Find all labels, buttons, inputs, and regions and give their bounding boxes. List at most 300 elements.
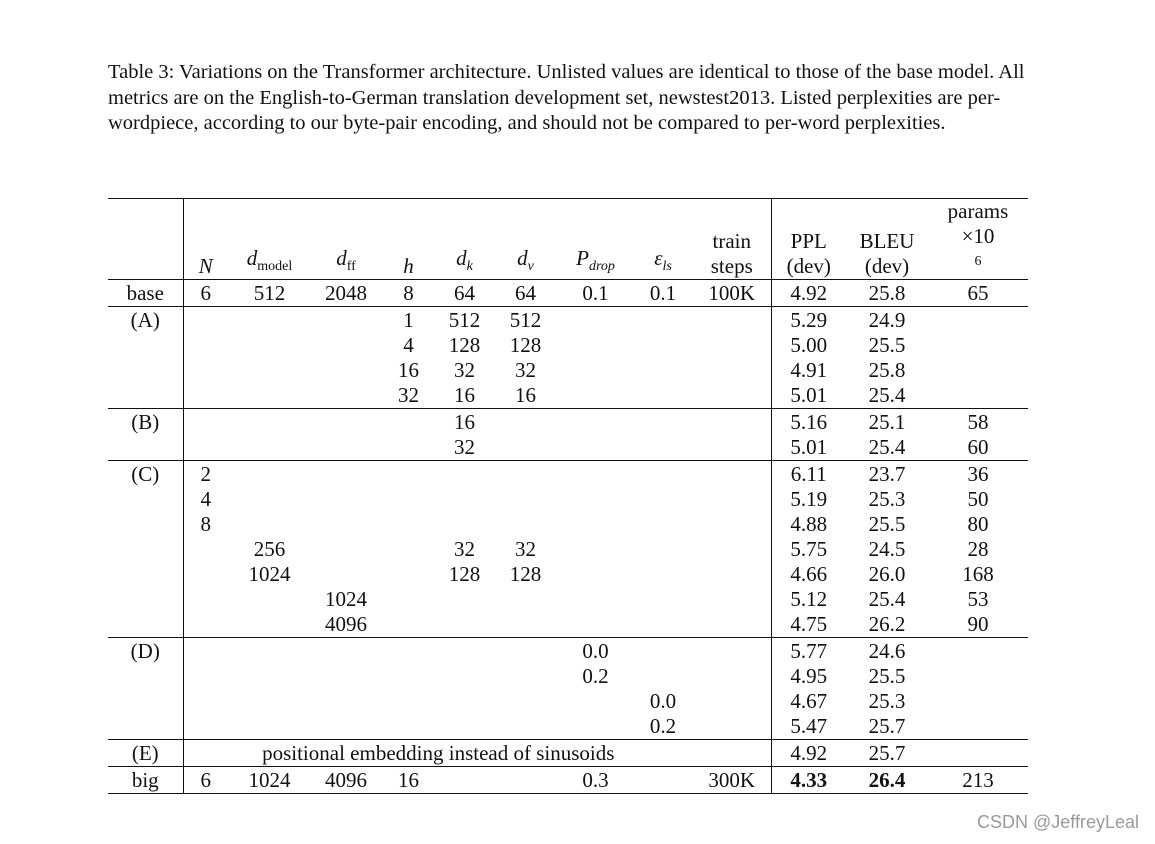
table-cell	[228, 409, 311, 461]
cell-value	[228, 333, 311, 358]
table-cell	[928, 409, 1028, 461]
row-e-bleu: 25.7	[846, 740, 928, 767]
table-cell	[381, 409, 436, 461]
table-cell	[381, 461, 436, 638]
cell-value: 4	[200, 487, 211, 511]
cell-value: 24.9	[868, 308, 906, 332]
table-cell	[928, 461, 1028, 638]
table-cell	[381, 307, 436, 409]
cell-value	[311, 308, 381, 333]
cell-value	[184, 333, 229, 358]
cell-value: 25.1	[868, 410, 906, 434]
cell-value	[558, 333, 633, 358]
cell-value	[184, 562, 229, 587]
cell-value	[693, 587, 771, 612]
cell-value	[184, 383, 229, 408]
cell-value: 4.91	[790, 358, 828, 382]
table-cell	[436, 461, 493, 638]
cell-value	[693, 358, 771, 383]
cell-value: 16	[398, 358, 419, 382]
cell-value	[693, 487, 771, 512]
header-ppl: PPL (dev)	[771, 199, 846, 280]
cell-value	[493, 689, 558, 714]
row-e	[108, 740, 1028, 767]
row-e-spacer	[693, 740, 771, 767]
cell-value	[228, 587, 311, 612]
cell-value: 0.1	[649, 281, 677, 305]
cell-value	[558, 562, 633, 587]
table-cell: 0.3	[558, 767, 633, 794]
table-cell	[693, 307, 771, 409]
table-cell	[381, 638, 436, 740]
cell-value	[693, 383, 771, 408]
cell-value: 32	[398, 383, 419, 407]
table-cell	[693, 461, 771, 638]
cell-value: 25.3	[868, 689, 906, 713]
table-cell	[493, 767, 558, 794]
cell-value: 32	[454, 435, 475, 459]
cell-value	[633, 308, 693, 333]
cell-value	[228, 664, 311, 689]
header-dk: $d_k$	[436, 199, 493, 280]
cell-value	[928, 714, 1028, 739]
cell-value	[311, 689, 381, 714]
row-e-ppl: 4.92	[771, 740, 846, 767]
table-cell	[771, 461, 846, 638]
header-bleu: BLEU (dev)	[846, 199, 928, 280]
cell-value	[493, 664, 558, 689]
cell-value	[633, 410, 693, 435]
table-cell	[436, 307, 493, 409]
group-row	[108, 638, 1028, 740]
cell-value	[381, 612, 436, 637]
cell-value	[633, 612, 693, 637]
table-cell	[558, 307, 633, 409]
table-cell	[846, 461, 928, 638]
table-cell	[558, 409, 633, 461]
cell-value	[928, 333, 1028, 358]
table-cell	[228, 280, 311, 307]
table-cell	[558, 280, 633, 307]
cell-value	[558, 487, 633, 512]
cell-value: 4	[403, 333, 414, 357]
table-cell	[183, 307, 228, 409]
cell-value	[311, 435, 381, 460]
cell-value	[558, 537, 633, 562]
watermark: CSDN @JeffreyLeal	[977, 812, 1139, 832]
table-caption: Table 3: Variations on the Transformer architecture. Unlisted values are identical to those of the base model. All metrics are on the English-to-German translation development set, newstest2013. Listed perplexities are per-wordpiece, according to our byte-pair encoding, and should not be compared to per-word perplexities.	[108, 61, 1025, 134]
row-e-description: positional embedding instead of sinusoids	[183, 740, 693, 767]
cell-value	[311, 487, 381, 512]
table-cell	[846, 280, 928, 307]
group-row	[108, 280, 1028, 307]
cell-value	[436, 487, 493, 512]
cell-value: 23.7	[868, 462, 906, 486]
table-cell	[493, 280, 558, 307]
cell-value: 1	[403, 308, 414, 332]
cell-value	[228, 435, 311, 460]
cell-value: 2048	[325, 281, 367, 305]
cell-value: 26.2	[868, 612, 906, 636]
table-cell: 4.33	[771, 767, 846, 794]
cell-value	[311, 664, 381, 689]
cell-value: 60	[967, 435, 989, 459]
cell-value: 168	[962, 562, 994, 586]
table-cell	[633, 409, 693, 461]
cell-value: 25.7	[868, 714, 906, 738]
cell-value	[436, 462, 493, 487]
cell-value	[558, 462, 633, 487]
table-cell	[311, 461, 381, 638]
cell-value	[228, 358, 311, 383]
cell-value	[381, 562, 436, 587]
cell-value	[228, 308, 311, 333]
cell-value	[693, 612, 771, 637]
cell-value	[693, 689, 771, 714]
cell-value	[311, 714, 381, 739]
table-cell	[928, 280, 1028, 307]
group-row	[108, 461, 1028, 638]
row-label: (D)	[108, 638, 183, 740]
table-cell	[846, 307, 928, 409]
cell-value: 4.75	[790, 612, 828, 636]
cell-value	[693, 308, 771, 333]
row-label: (A)	[108, 307, 183, 409]
cell-value: 8	[200, 512, 211, 536]
cell-value: 0.1	[582, 281, 609, 305]
cell-value	[693, 512, 771, 537]
cell-value	[228, 512, 311, 537]
table-cell	[311, 638, 381, 740]
cell-value: 6	[200, 281, 211, 305]
cell-value	[558, 512, 633, 537]
row-label: big	[108, 767, 183, 794]
table-cell	[771, 280, 846, 307]
table-cell	[436, 767, 493, 794]
cell-value: 4.92	[790, 281, 828, 305]
table-cell	[493, 638, 558, 740]
cell-value	[311, 462, 381, 487]
cell-value	[228, 689, 311, 714]
cell-value	[311, 358, 381, 383]
cell-value	[381, 512, 436, 537]
header-pdrop: $P_{drop}$	[558, 199, 633, 280]
table-cell: 16	[381, 767, 436, 794]
cell-value	[693, 435, 771, 460]
row-label: (C)	[108, 461, 183, 638]
row-label: (E)	[108, 740, 183, 767]
table-cell: 1024	[228, 767, 311, 794]
cell-value: 16	[454, 410, 475, 434]
cell-value: 128	[448, 562, 481, 586]
cell-value: 100K	[708, 281, 756, 305]
cell-value	[184, 537, 229, 562]
cell-value: 26.0	[868, 562, 906, 586]
cell-value: 16	[515, 383, 536, 407]
cell-value	[311, 383, 381, 408]
table-cell	[558, 638, 633, 740]
cell-value	[381, 537, 436, 562]
table-cell: 4096	[311, 767, 381, 794]
cell-value	[633, 587, 693, 612]
cell-value	[493, 639, 558, 664]
cell-value	[633, 562, 693, 587]
table-cell	[633, 280, 693, 307]
cell-value: 6.11	[790, 462, 827, 486]
cell-value	[381, 689, 436, 714]
cell-value	[184, 689, 229, 714]
table-cell	[633, 307, 693, 409]
cell-value	[693, 664, 771, 689]
cell-value	[311, 512, 381, 537]
cell-value: 5.47	[790, 714, 828, 738]
cell-value	[928, 358, 1028, 383]
row-label: base	[108, 280, 183, 307]
cell-value: 2	[200, 462, 211, 486]
cell-value: 512	[253, 281, 286, 305]
cell-value: 0.2	[649, 714, 677, 738]
table-cell	[846, 409, 928, 461]
table-cell	[228, 461, 311, 638]
table-cell	[846, 638, 928, 740]
cell-value: 5.77	[790, 639, 828, 663]
header-params: params ×10 $^6$	[928, 199, 1028, 280]
cell-value: 128	[509, 562, 542, 586]
cell-value	[493, 487, 558, 512]
table-cell	[771, 409, 846, 461]
table-cell	[183, 409, 228, 461]
table-cell	[693, 409, 771, 461]
cell-value: 128	[509, 333, 542, 357]
cell-value	[228, 487, 311, 512]
cell-value	[311, 410, 381, 435]
cell-value: 50	[967, 487, 989, 511]
cell-value	[184, 587, 229, 612]
cell-value: 5.29	[790, 308, 828, 332]
row-e-params	[928, 740, 1028, 767]
cell-value	[228, 612, 311, 637]
cell-value	[928, 308, 1028, 333]
row-label: (B)	[108, 409, 183, 461]
cell-value: 24.5	[868, 537, 906, 561]
cell-value	[558, 587, 633, 612]
cell-value: 128	[448, 333, 481, 357]
header-n: N	[183, 199, 228, 280]
table-cell	[311, 307, 381, 409]
cell-value	[493, 587, 558, 612]
table-cell	[436, 409, 493, 461]
cell-value	[436, 714, 493, 739]
cell-value	[311, 333, 381, 358]
table-cell	[928, 307, 1028, 409]
cell-value: 25.8	[868, 281, 906, 305]
cell-value: 5.75	[790, 537, 828, 561]
cell-value	[184, 410, 229, 435]
cell-value: 5.12	[790, 587, 828, 611]
cell-value	[558, 410, 633, 435]
cell-value: 24.6	[868, 639, 906, 663]
table-cell: 6	[183, 767, 228, 794]
cell-value: 16	[454, 383, 475, 407]
cell-value: 36	[967, 462, 989, 486]
table-cell	[771, 638, 846, 740]
cell-value: 25.5	[868, 512, 906, 536]
cell-value	[311, 562, 381, 587]
header-dff: $d_{ff}$	[311, 199, 381, 280]
table-cell	[228, 638, 311, 740]
cell-value	[928, 383, 1028, 408]
cell-value: 0.0	[582, 639, 609, 663]
table-cell	[381, 280, 436, 307]
header-train-steps: train steps	[693, 199, 771, 280]
cell-value: 64	[515, 281, 536, 305]
cell-value	[228, 639, 311, 664]
cell-value: 64	[454, 281, 475, 305]
table-cell	[493, 307, 558, 409]
cell-value	[693, 639, 771, 664]
cell-value	[493, 714, 558, 739]
cell-value	[311, 639, 381, 664]
table-cell	[311, 409, 381, 461]
table-cell	[633, 638, 693, 740]
cell-value: 4.66	[790, 562, 828, 586]
cell-value	[228, 410, 311, 435]
cell-value	[633, 333, 693, 358]
cell-value: 1024	[248, 562, 291, 586]
cell-value	[184, 664, 229, 689]
cell-value: 25.5	[868, 664, 906, 688]
cell-value: 5.19	[790, 487, 828, 511]
cell-value	[436, 689, 493, 714]
cell-value	[436, 512, 493, 537]
cell-value	[436, 612, 493, 637]
cell-value	[558, 714, 633, 739]
cell-value	[928, 689, 1028, 714]
cell-value: 4096	[325, 612, 367, 636]
header-els: $\varepsilon_{ls}$	[633, 199, 693, 280]
cell-value	[381, 714, 436, 739]
table-cell	[183, 280, 228, 307]
table-cell	[311, 280, 381, 307]
cell-value	[928, 639, 1028, 664]
cell-value: 0.2	[582, 664, 609, 688]
table-cell	[183, 461, 228, 638]
table-cell	[928, 638, 1028, 740]
cell-value	[184, 358, 229, 383]
cell-value: 90	[967, 612, 989, 636]
cell-value	[693, 714, 771, 739]
table-cell	[693, 280, 771, 307]
cell-value: 25.4	[868, 587, 906, 611]
cell-value	[184, 308, 229, 333]
transformer-variations-table	[108, 198, 1028, 794]
cell-value	[633, 639, 693, 664]
cell-value	[693, 462, 771, 487]
cell-value	[228, 462, 311, 487]
table-cell: 213	[928, 767, 1028, 794]
header-empty	[108, 199, 183, 280]
cell-value	[381, 639, 436, 664]
cell-value	[633, 664, 693, 689]
cell-value	[558, 612, 633, 637]
cell-value	[381, 462, 436, 487]
cell-value: 32	[515, 537, 536, 561]
table-cell	[558, 461, 633, 638]
cell-value: 4.88	[790, 512, 828, 536]
table-cell	[633, 767, 693, 794]
cell-value	[633, 537, 693, 562]
group-row	[108, 409, 1028, 461]
cell-value: 5.01	[790, 435, 828, 459]
table-cell: 300K	[693, 767, 771, 794]
cell-value: 0.0	[649, 689, 677, 713]
cell-value: 256	[253, 537, 286, 561]
table-cell	[771, 307, 846, 409]
cell-value	[493, 410, 558, 435]
cell-value: 32	[454, 358, 475, 382]
cell-value: 25.5	[868, 333, 906, 357]
cell-value: 512	[448, 308, 481, 332]
cell-value: 58	[967, 410, 989, 434]
cell-value	[436, 639, 493, 664]
cell-value	[381, 587, 436, 612]
cell-value: 53	[967, 587, 989, 611]
cell-value: 25.3	[868, 487, 906, 511]
cell-value	[493, 612, 558, 637]
cell-value	[633, 487, 693, 512]
cell-value	[493, 512, 558, 537]
cell-value	[693, 333, 771, 358]
cell-value	[633, 383, 693, 408]
cell-value: 32	[515, 358, 536, 382]
cell-value	[633, 462, 693, 487]
cell-value: 25.4	[868, 383, 906, 407]
cell-value	[436, 664, 493, 689]
cell-value: 28	[967, 537, 989, 561]
header-dmodel: $d_{model}$	[228, 199, 311, 280]
cell-value	[228, 383, 311, 408]
cell-value	[928, 664, 1028, 689]
cell-value	[633, 358, 693, 383]
cell-value: 32	[454, 537, 475, 561]
header-row	[108, 199, 1028, 280]
cell-value	[693, 410, 771, 435]
group-row	[108, 307, 1028, 409]
cell-value: 65	[967, 281, 989, 305]
cell-value	[228, 714, 311, 739]
cell-value	[184, 435, 229, 460]
cell-value	[558, 435, 633, 460]
cell-value	[381, 435, 436, 460]
table-cell	[183, 638, 228, 740]
cell-value: 5.01	[790, 383, 828, 407]
cell-value	[633, 512, 693, 537]
cell-value: 512	[509, 308, 542, 332]
cell-value	[558, 383, 633, 408]
cell-value	[693, 537, 771, 562]
table-cell	[436, 280, 493, 307]
header-h: h	[381, 199, 436, 280]
cell-value: 1024	[325, 587, 367, 611]
cell-value	[558, 689, 633, 714]
cell-value: 5.00	[790, 333, 828, 357]
cell-value: 25.8	[868, 358, 906, 382]
cell-value: 5.16	[790, 410, 828, 434]
table-cell	[493, 461, 558, 638]
header-dv: $d_v$	[493, 199, 558, 280]
row-big	[108, 767, 1028, 794]
table-cell	[228, 307, 311, 409]
